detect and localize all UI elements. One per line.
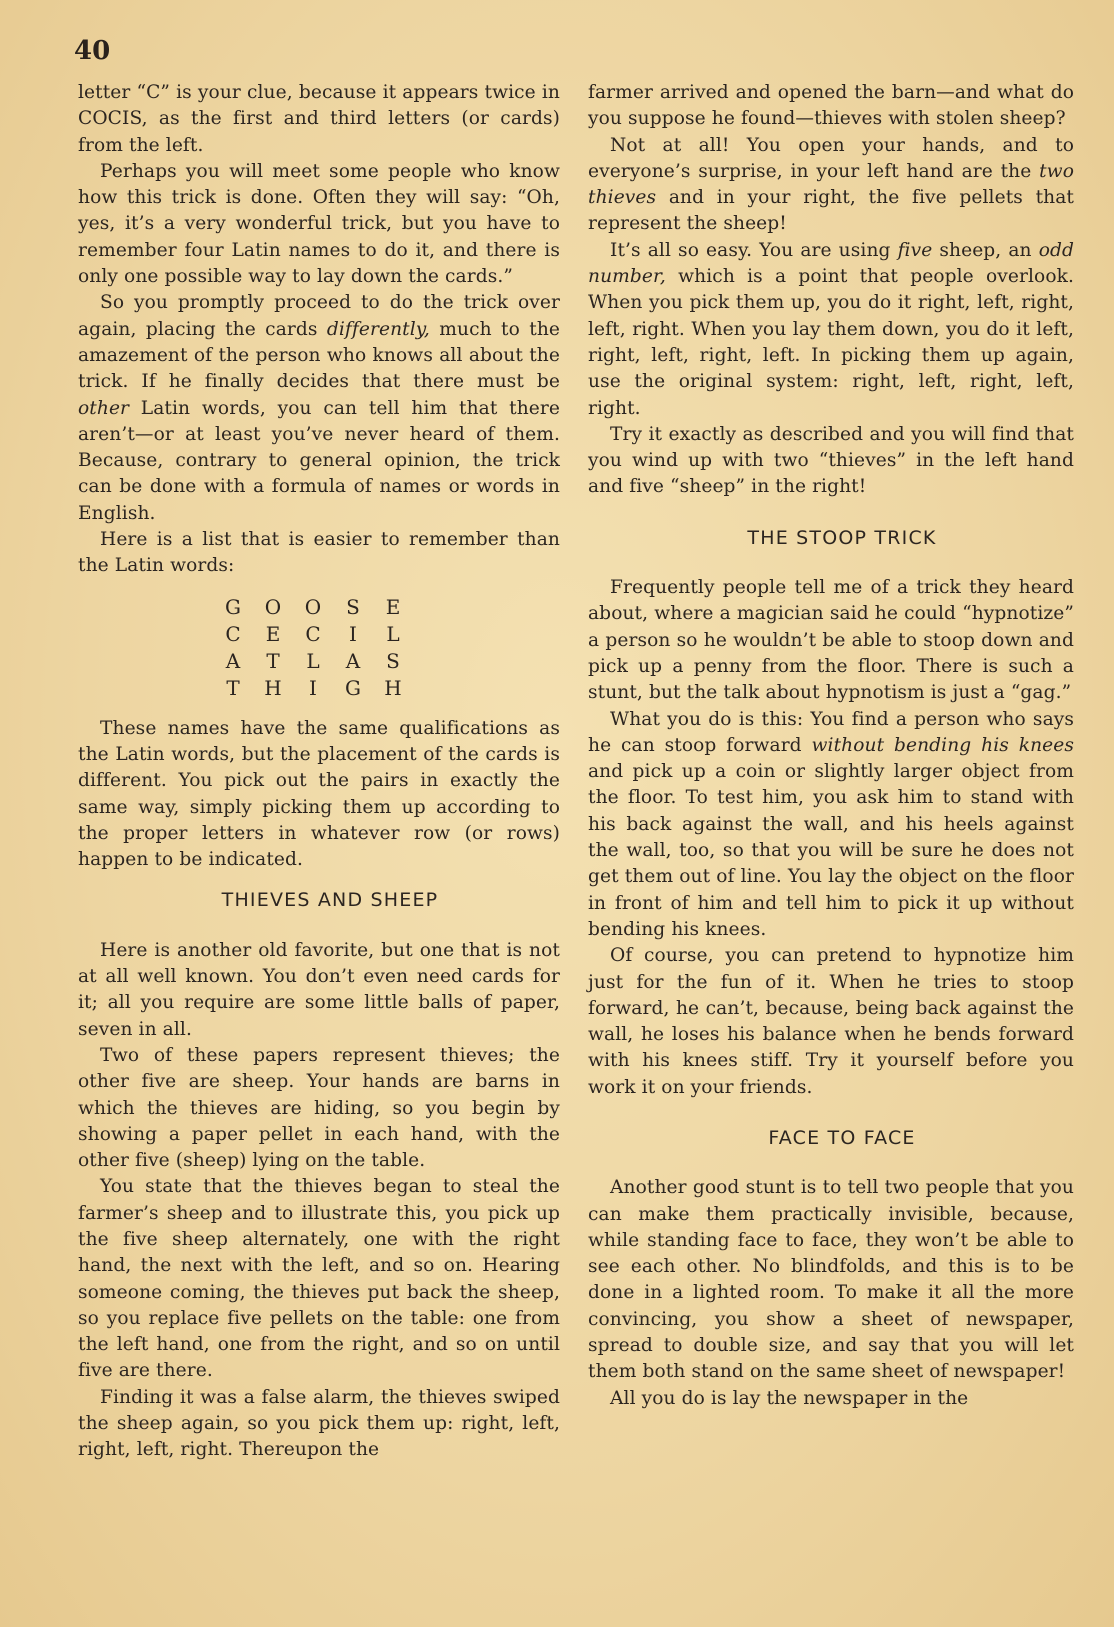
paragraph: Here is a list that is easier to remember than the Latin words: [78, 529, 560, 577]
grid-letter: A [225, 648, 241, 673]
grid-letter: C [305, 621, 321, 646]
grid-letter: O [264, 594, 282, 619]
emphasis: two thieves [588, 160, 1074, 209]
left-column [78, 80, 560, 1464]
paragraph: letter “C” is your clue, because it appears twice in COCIS, as the first and third letters (or cards) from the left. [78, 82, 560, 156]
word-grid [66, 594, 560, 702]
grid-letter: S [346, 594, 360, 619]
grid-letter: E [265, 621, 281, 646]
section-heading: FACE TO FACE [768, 1126, 916, 1149]
section-heading: THIEVES AND SHEEP [221, 889, 439, 912]
emphasis: odd number, [588, 239, 1074, 288]
paragraph: Here is another old favorite, but one that is not at all well known. You don’t even need cards for it; all you require are some little balls of paper, seven in all. [78, 939, 560, 1040]
paragraph: These names have the same qualifications as the Latin words, but the placement of the cards is different. You pick out the pairs in exactly the same way, simply picking them up according to the proper letters in whatever row (or rows) happen to be indicated. [78, 717, 560, 871]
paragraph: So you promptly proceed to do the trick over again, placing the cards differently, much to the amazement of the person who knows all about the trick. If he finally decides that there must be other Latin words, you can tell him that there aren’t—or at least you’ve never heard of them. Because, contrary to general opinion, the trick can be done with a formula of names or words in English. [78, 292, 560, 524]
emphasis: without bending his knees [811, 734, 1074, 756]
grid-letter: L [306, 648, 320, 673]
grid-letter: G [225, 594, 241, 619]
paragraph: Another good stunt is to tell two people that you can make them practically invisible, because, while standing face to face, they won’t be able to see each other. No blindfolds, and this is to be done in a lighted room. To make it all the more convincing, you show a sheet of newspaper, spread to double size, and say that you will let them both stand on the same sheet of newspaper! [588, 1177, 1074, 1383]
paragraph: Finding it was a false alarm, the thieves swiped the sheep again, so you pick them up: right, left, right, left, right. Thereupon the [78, 1386, 560, 1461]
grid-letter: E [385, 594, 401, 619]
grid-letter: H [264, 675, 282, 700]
paragraph: Not at all! You open your hands, and to everyone’s surprise, in your left hand are the two thieves and in your right, the five pellets that represent the sheep! [588, 134, 1074, 235]
grid-letter: S [386, 648, 400, 673]
paragraph: Of course, you can pretend to hypnotize him just for the fun of it. When he tries to stoop forward, he can’t, because, being back against the wall, he loses his balance when he bends forward with his knees stiff. Try it yourself before you work it on your friends. [588, 945, 1074, 1098]
section-heading: THE STOOP TRICK [747, 526, 937, 549]
grid-letter: I [349, 621, 357, 646]
emphasis: other [78, 397, 130, 419]
right-column [588, 80, 1074, 1412]
grid-letter: I [309, 675, 317, 700]
grid-letter: G [345, 675, 361, 700]
grid-letter: C [225, 621, 241, 646]
paragraph: What you do is this: You find a person who says he can stoop forward without bending his knees and pick up a coin or slightly larger object from the floor. To test him, you ask him to stand with his back against the wall, and his heels against the wall, too, so that you will be sure he does not get them out of line. You lay the object on the floor in front of him and tell him to pick it up without bending his knees. [588, 708, 1074, 940]
grid-letter: H [384, 675, 402, 700]
paragraph: Frequently people tell me of a trick they heard about, where a magician said he could “hypnotize” a person so he wouldn’t be able to stoop down and pick up a penny from the floor. There is such a stunt, but the talk about hypnotism is just a “gag.” [588, 577, 1074, 704]
grid-letter: L [386, 621, 400, 646]
grid-letter: O [304, 594, 322, 619]
paragraph: Perhaps you will meet some people who know how this trick is done. Often they will say: “Oh, yes, it’s a very wonderful trick, but you have to remember four Latin names to do it, and there is only one possible way to lay down the cards.” [78, 160, 560, 288]
paragraph: All you do is lay the newspaper in the [610, 1387, 969, 1409]
grid-letter: T [226, 675, 240, 700]
paragraph: It’s all so easy. You are using five sheep, an odd number, which is a point that people overlook. When you pick them up, you do it right, left, right, left, right. When you lay them down, you do it left, right, left, right, left. In picking them up again, use the original system: right, left, right, left, right. [588, 239, 1074, 419]
emphasis: five [897, 239, 933, 261]
page-number: 40 [74, 36, 111, 66]
grid-letter: T [266, 648, 280, 673]
paragraph: Two of these papers represent thieves; the other five are sheep. Your hands are barns in which the thieves are hiding, so you begin by showing a paper pellet in each hand, with the other five (sheep) lying on the table. [78, 1044, 560, 1172]
paragraph: farmer arrived and opened the barn—and what do you suppose he found—thieves with stolen sheep? [588, 82, 1074, 130]
paragraph: Try it exactly as described and you will find that you wind up with two “thieves” in the left hand and five “sheep” in the right! [588, 423, 1074, 498]
grid-letter: A [345, 648, 361, 673]
emphasis: differently, [326, 318, 430, 340]
paragraph: You state that the thieves began to steal the farmer’s sheep and to illustrate this, you pick up the five sheep alternately, one with the right hand, the next with the left, and so on. Hearing someone coming, the thieves put back the sheep, so you replace five pellets on the table: one from the left hand, one from the right, and so on until five are there. [78, 1176, 560, 1382]
